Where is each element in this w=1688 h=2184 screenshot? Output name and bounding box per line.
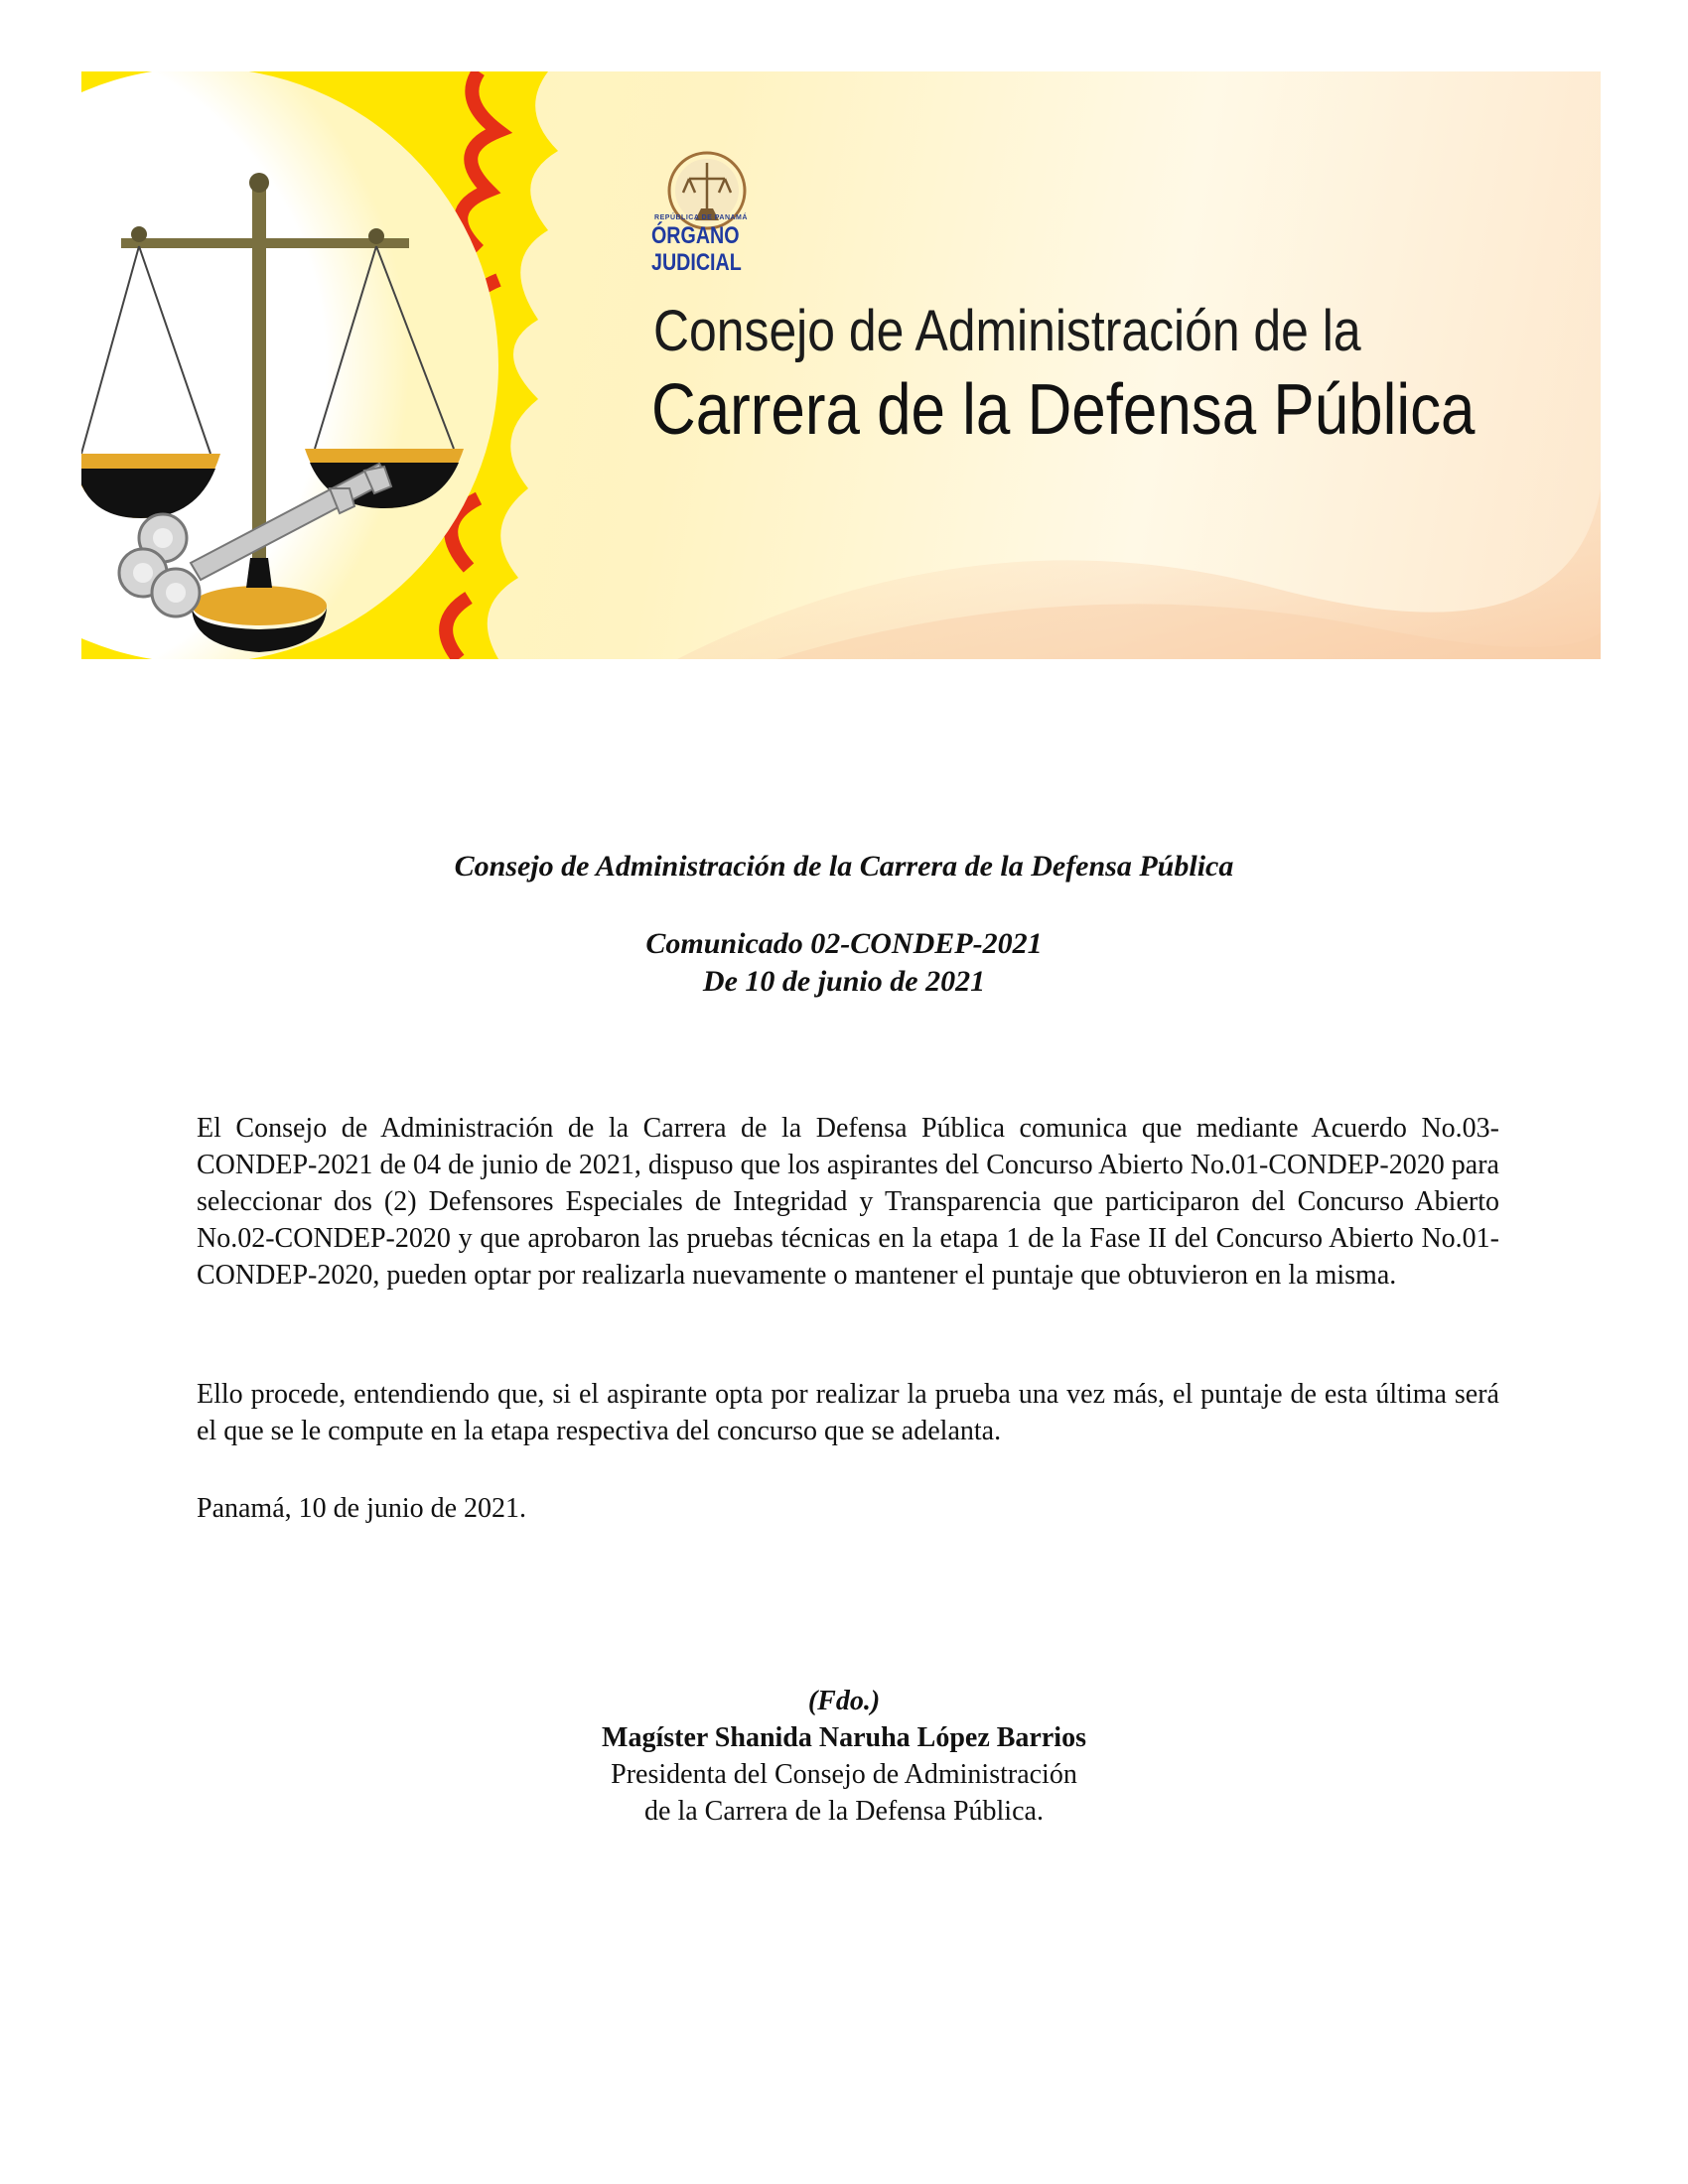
header-banner	[81, 71, 1601, 659]
judicial-emblem	[651, 143, 751, 275]
body-paragraph-1: El Consejo de Administración de la Carrera de la Defensa Pública comunica que mediante Acuerdo No.03-CONDEP-2021 de 04 de junio de 2021, dispuso que los aspirantes del Concurso Abierto No.01-CONDEP-2020 para seleccionar dos (2) Defensores Especiales de Integridad y Transparencia que participaron del Concurso Abierto No.02-CONDEP-2020 y que aprobaron las pruebas técnicas en la etapa 1 de la Fase II del Concurso Abierto No.01-CONDEP-2020, pueden optar por realizarla nuevamente o mantener el puntaje que obtuvieron en la misma.	[197, 1113, 1499, 1291]
signatory-name: Magíster Shanida Naruha López Barrios	[602, 1722, 1086, 1753]
emblem-line1: ÓRGANO	[651, 222, 740, 249]
comunicado-date: De 10 de junio de 2021	[702, 965, 986, 998]
emblem-line2: JUDICIAL	[651, 249, 742, 276]
comunicado-number: Comunicado 02-CONDEP-2021	[645, 927, 1043, 960]
banner-artwork	[81, 71, 1601, 659]
document-org-heading: Consejo de Administración de la Carrera de la Defensa Pública	[454, 850, 1234, 883]
banner-title-line1: Consejo de Administración de la	[653, 299, 1361, 363]
signatory-title-line2: de la Carrera de la Defensa Pública.	[644, 1796, 1044, 1827]
place-and-date: Panamá, 10 de junio de 2021.	[197, 1493, 527, 1524]
body-paragraph-2: Ello procede, entendiendo que, si el aspirante opta por realizar la prueba una vez más, el puntaje de esta última será el que se le compute en la etapa respectiva del concurso que se adelanta.	[197, 1379, 1499, 1446]
signatory-title-line1: Presidenta del Consejo de Administración	[611, 1759, 1077, 1790]
banner-title-line2: Carrera de la Defensa Pública	[651, 370, 1476, 450]
signature-fdo: (Fdo.)	[807, 1686, 881, 1716]
emblem-country: REPÚBLICA DE PANAMÁ	[654, 214, 748, 221]
